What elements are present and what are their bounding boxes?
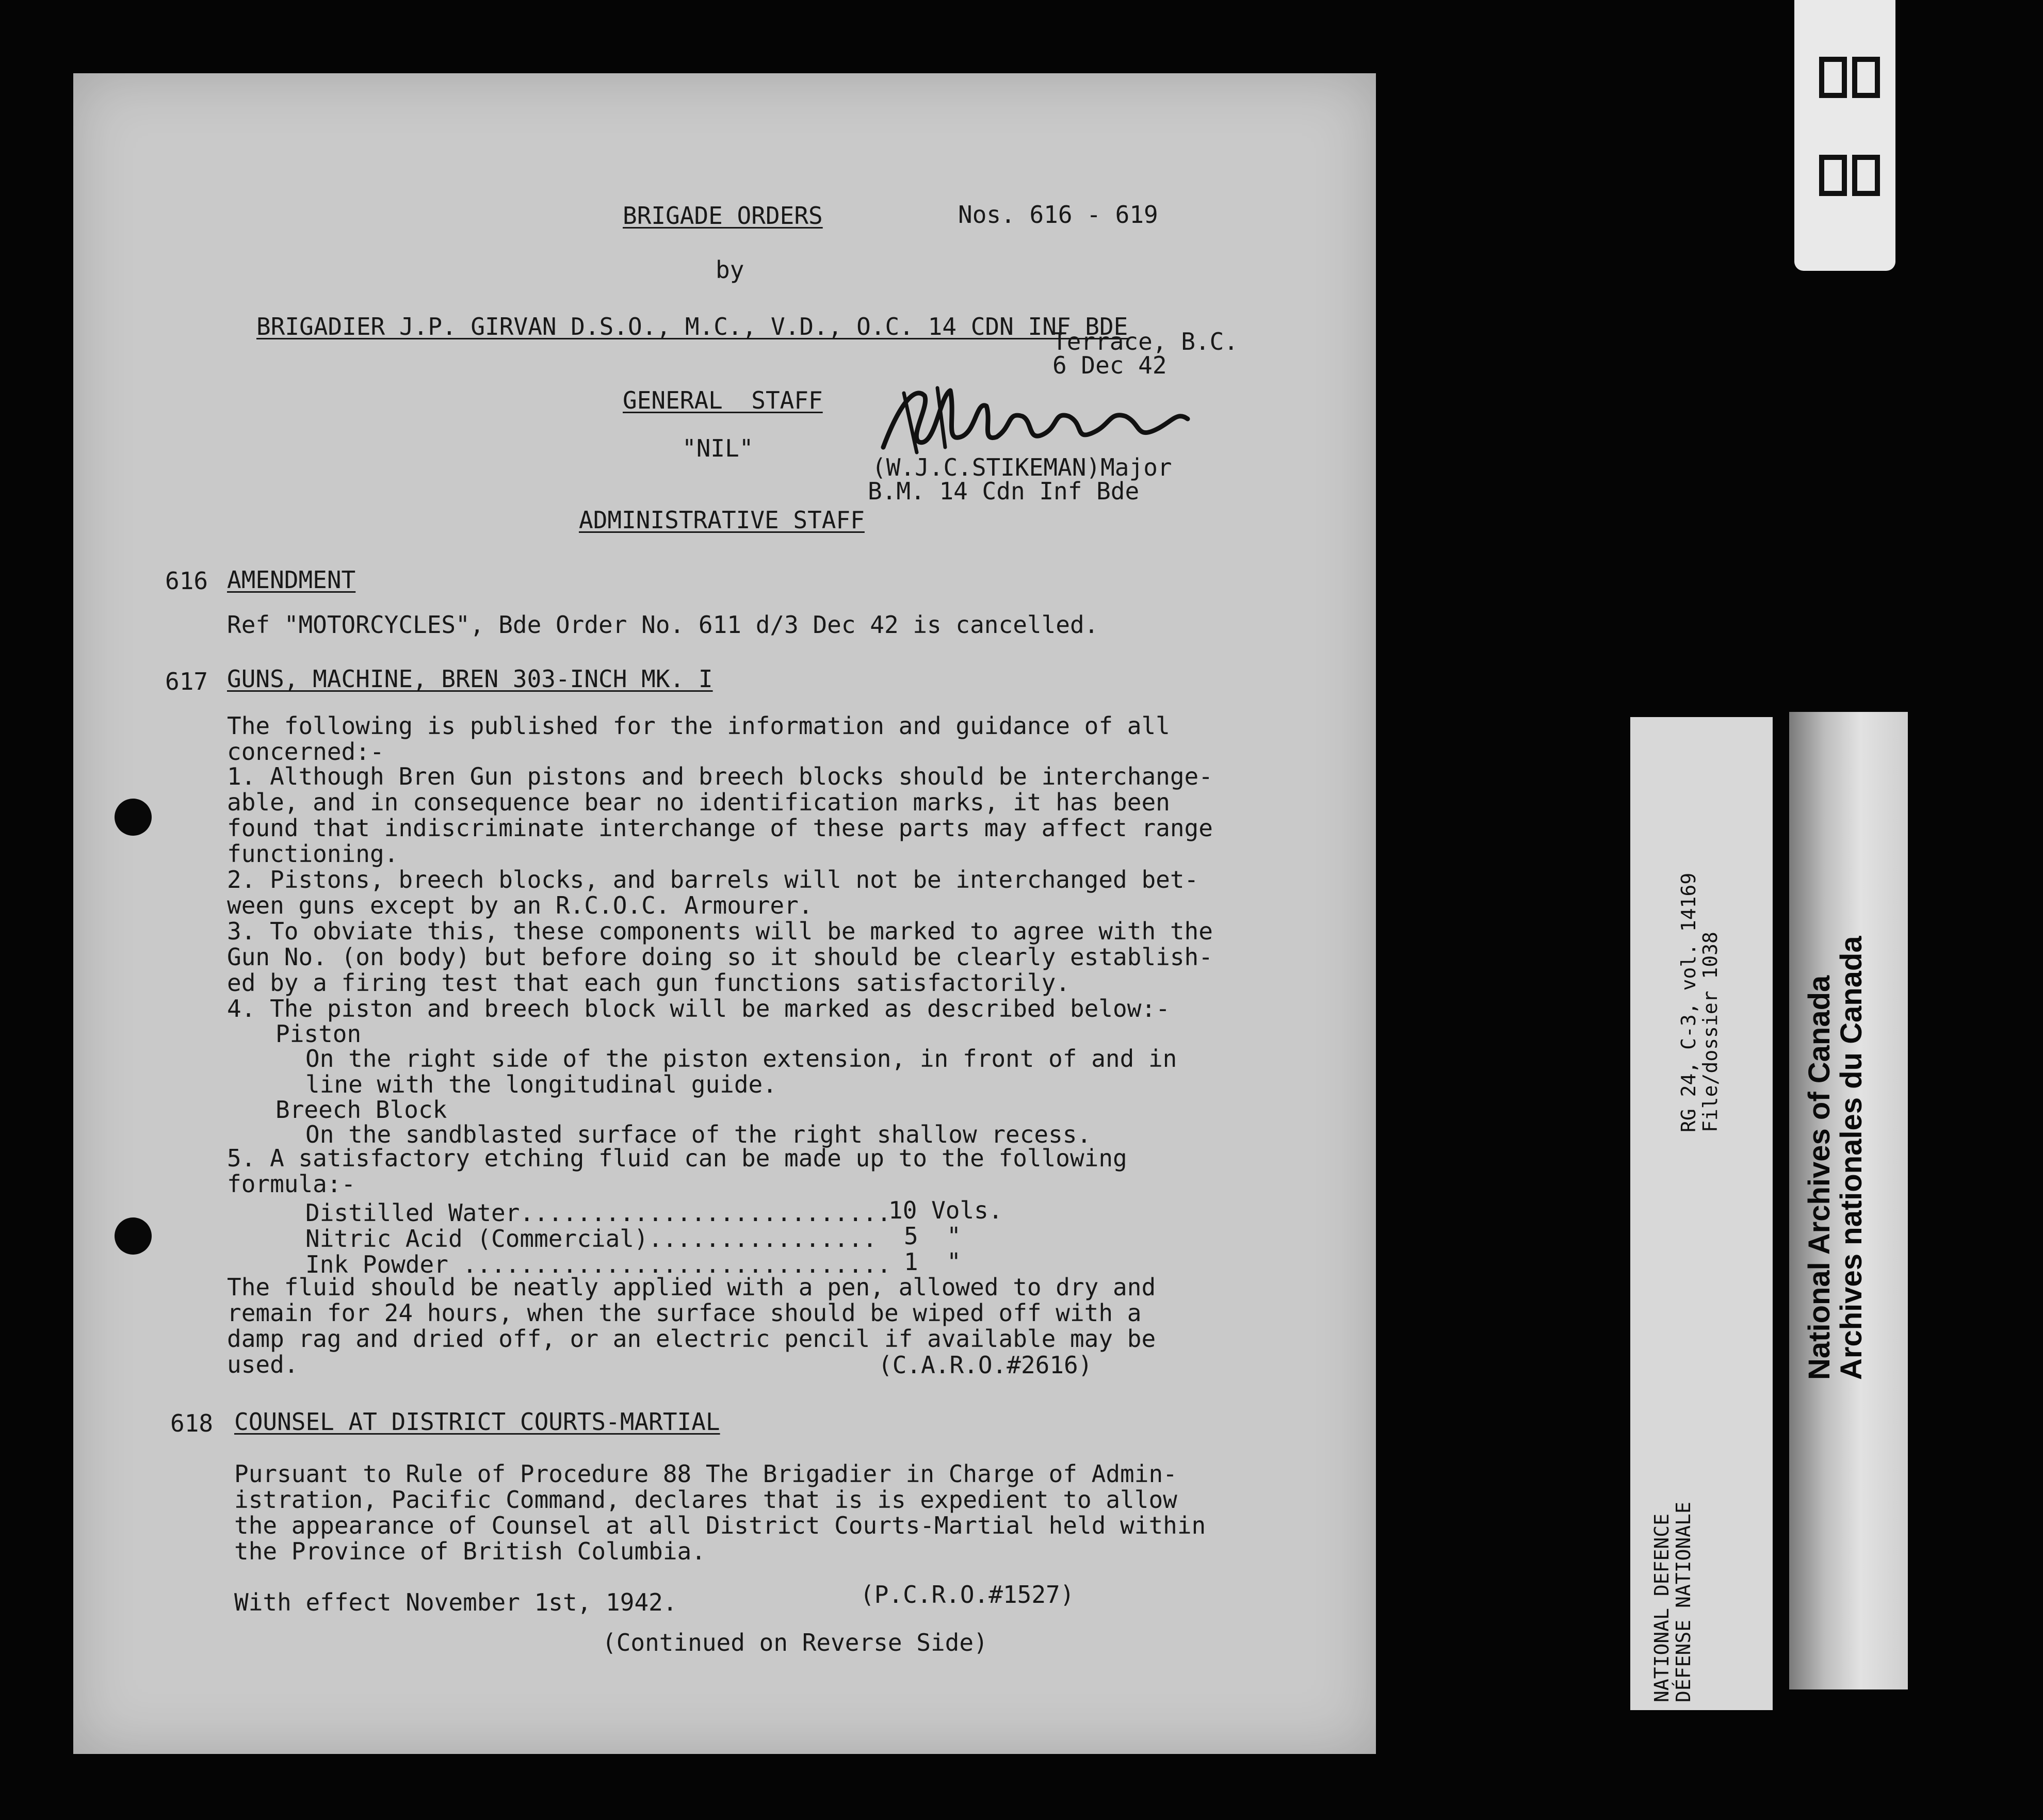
document-title: BRIGADE ORDERS bbox=[623, 202, 823, 230]
order-616-text: Ref "MOTORCYCLES", Bde Order No. 611 d/3 Dec 42 is cancelled. bbox=[227, 611, 1099, 639]
formula-item: Ink Powder .............................. bbox=[305, 1250, 891, 1278]
order-617-reference: (C.A.R.O.#2616) bbox=[878, 1351, 1093, 1379]
piston-text: On the right side of the piston extension, in front of and in line with the longitudinal guide. bbox=[305, 1045, 1177, 1098]
piston-label: Piston bbox=[275, 1020, 362, 1048]
formula-item: Nitric Acid (Commercial)................ bbox=[305, 1225, 877, 1253]
binder-hole bbox=[115, 799, 152, 836]
order-617-para-5: 5. A satisfactory etching fluid can be made up to the following formula:- bbox=[227, 1144, 1127, 1198]
formula-qty: 10 Vols. bbox=[888, 1196, 1003, 1224]
national-archives-label: National Archives of Canada Archives nationales du Canada bbox=[1803, 936, 1868, 1380]
by-line: by bbox=[716, 256, 744, 284]
order-617-para-3: 3. To obviate this, these components will be marked to agree with the Gun No. (on body) but before doing so it should be clearly establish- ed by a firing test that each gun functions satisfactorily. bbox=[227, 917, 1213, 997]
signatory-title: B.M. 14 Cdn Inf Bde bbox=[868, 477, 1140, 505]
order-618-reference: (P.C.R.O.#1527) bbox=[860, 1581, 1075, 1608]
order-617-para-1: 1. Although Bren Gun pistons and breech blocks should be interchange- able, and in consequence bear no identification marks, it has been found that indiscriminate interchange of these parts may affect range functioning. bbox=[227, 762, 1213, 868]
archive-reference-strip bbox=[1630, 717, 1773, 1710]
continued-note: (Continued on Reverse Side) bbox=[602, 1629, 988, 1656]
film-frame-marker bbox=[1794, 0, 1895, 271]
order-617-intro: The following is published for the information and guidance of all concerned:- bbox=[227, 712, 1170, 766]
order-617-para-2: 2. Pistons, breech blocks, and barrels will not be interchanged bet- ween guns except by an R.C.O.C. Armourer. bbox=[227, 866, 1199, 919]
order-618-heading: COUNSEL AT DISTRICT COURTS-MARTIAL bbox=[234, 1408, 720, 1436]
breech-block-label: Breech Block bbox=[275, 1096, 447, 1124]
place: Terrace, B.C. bbox=[1052, 328, 1239, 355]
order-numbers: Nos. 616 - 619 bbox=[958, 201, 1158, 229]
formula-qty: 1 " bbox=[904, 1248, 961, 1276]
department-label: NATIONAL DEFENCE DÉFENSE NATIONALE bbox=[1650, 1502, 1695, 1702]
national-archives-strip bbox=[1789, 712, 1908, 1689]
signature bbox=[878, 375, 1198, 463]
signatory-name: (W.J.C.STIKEMAN)Major bbox=[872, 453, 1172, 481]
order-617-closing: The fluid should be neatly applied with a pen, allowed to dry and remain for 24 hours, when the surface should be wiped off with a damp rag and dried off, or an electric pencil if available may be used. bbox=[227, 1273, 1156, 1378]
formula-qty: 5 " bbox=[904, 1222, 961, 1250]
order-618-effect: With effect November 1st, 1942. bbox=[234, 1588, 677, 1616]
document-page bbox=[73, 73, 1376, 1754]
general-staff-heading: GENERAL STAFF bbox=[623, 386, 823, 414]
formula-item: Distilled Water.......................... bbox=[305, 1199, 891, 1227]
administrative-staff-heading: ADMINISTRATIVE STAFF bbox=[579, 506, 865, 534]
order-618-text: Pursuant to Rule of Procedure 88 The Brigadier in Charge of Admin- istration, Pacific Command, declares that is is expedient to allow the appearance of Counsel at all District Courts-Martial held within the Province of British Columbia. bbox=[234, 1460, 1206, 1565]
date: 6 Dec 42 bbox=[1052, 351, 1167, 379]
general-staff-nil: "NIL" bbox=[682, 434, 754, 462]
order-616-heading: AMENDMENT bbox=[227, 566, 356, 594]
order-616-number: 616 bbox=[165, 567, 208, 595]
binder-hole bbox=[115, 1217, 152, 1255]
breech-block-text: On the sandblasted surface of the right shallow recess. bbox=[305, 1120, 1092, 1148]
order-617-heading: GUNS, MACHINE, BREN 303-INCH MK. I bbox=[227, 665, 713, 693]
archive-reference: RG 24, C-3, vol. 14169 File/dossier 1038 bbox=[1677, 872, 1722, 1132]
order-617-para-4: 4. The piston and breech block will be marked as described below:- bbox=[227, 995, 1170, 1022]
issuer-line: BRIGADIER J.P. GIRVAN D.S.O., M.C., V.D., O.C. 14 CDN INF BDE bbox=[256, 313, 1128, 340]
order-618-number: 618 bbox=[170, 1409, 214, 1437]
order-617-number: 617 bbox=[165, 668, 208, 695]
